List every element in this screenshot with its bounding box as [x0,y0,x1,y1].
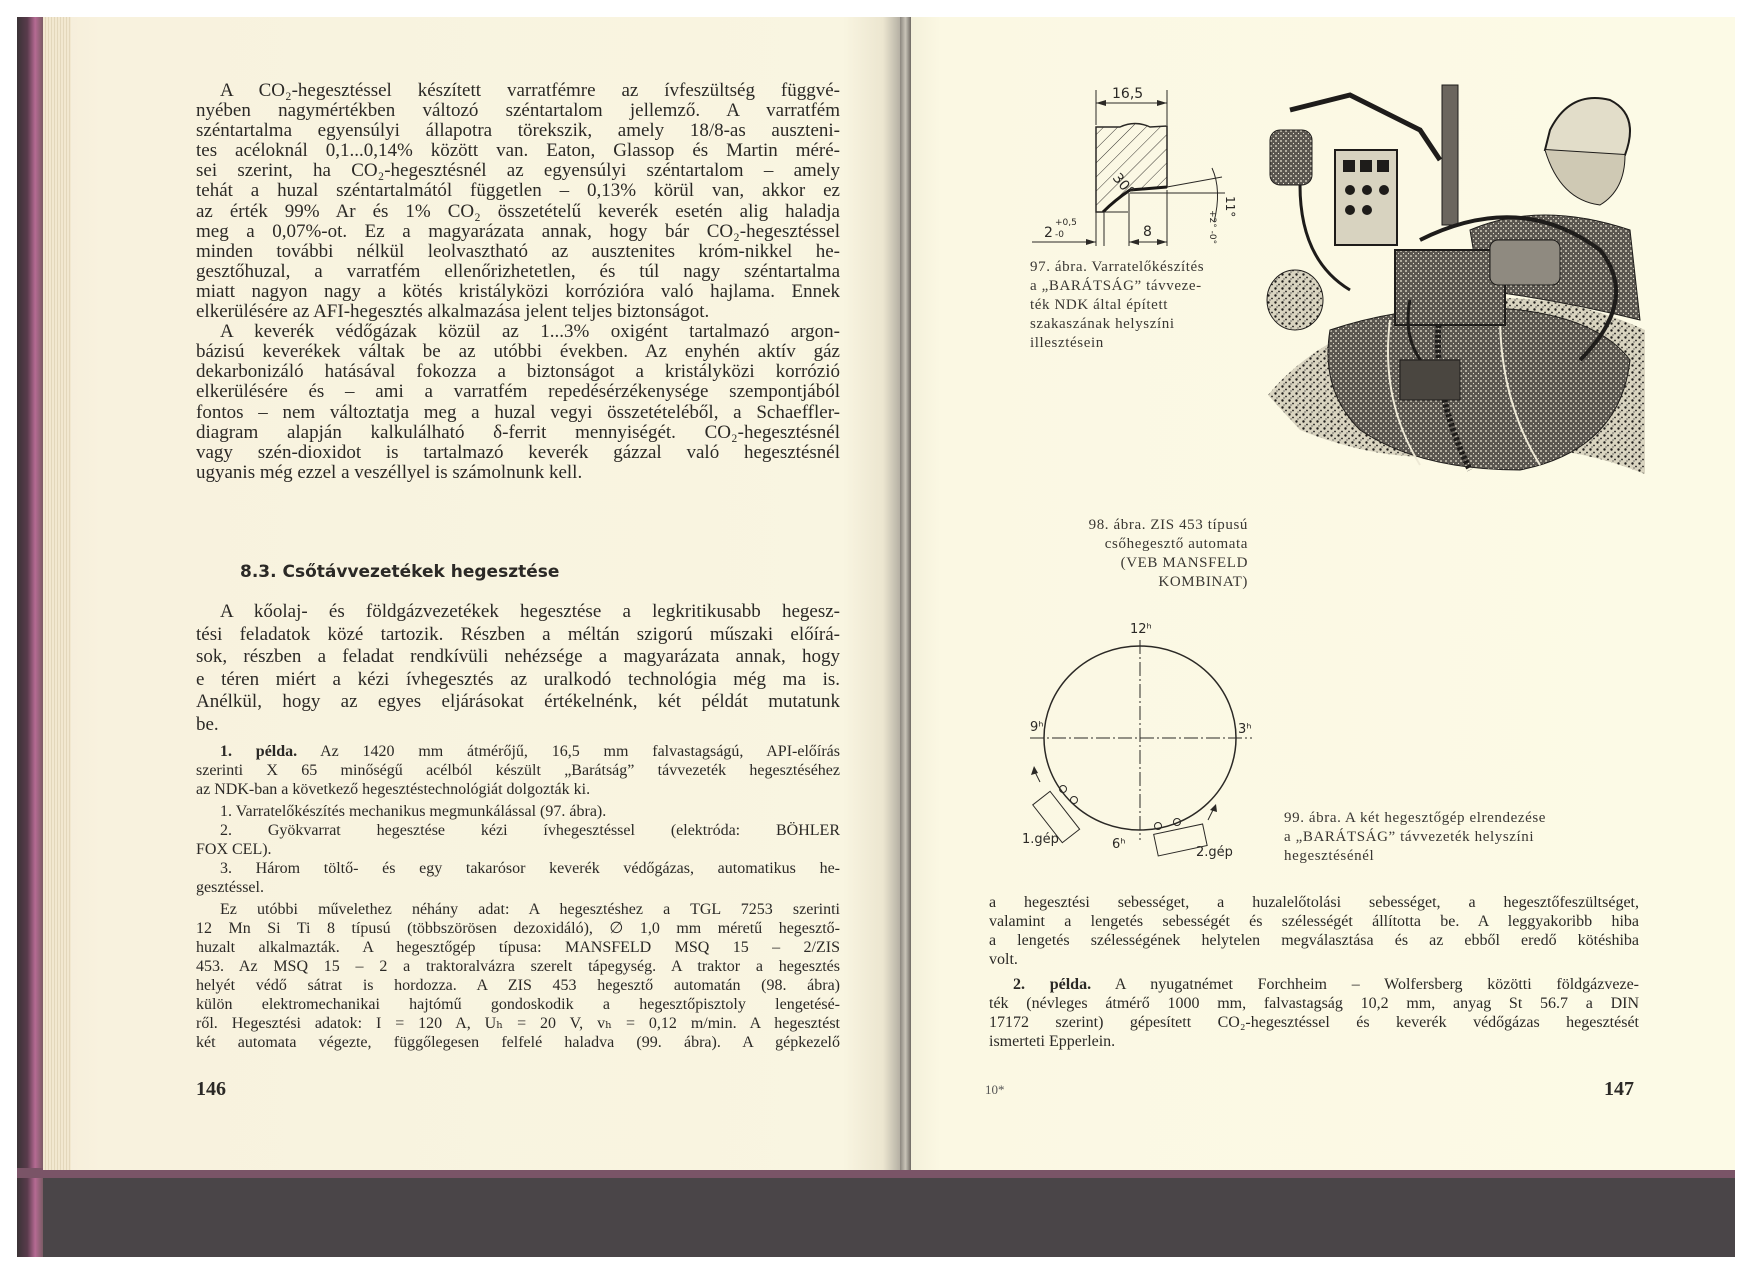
text-line [989,994,1639,1013]
caption-line: (VEB MANSFELD [1120,555,1248,571]
caption-line: 99. ábra. A két hegesztőgép elrendezése [1284,810,1547,826]
line-text: 2. Gyökvarrat hegesztése kézi ívhegesztéssel (elektróda: BÖHLER [220,822,840,839]
line-text: huzalt alkalmazták. A hegesztőgép típusa: MANSFELD MSQ 15 – 2/ZIS [196,939,840,956]
text-line [989,975,1639,994]
line-text: A nyugatnémet Forchheim – Wolfersberg közötti földgázveze- [1091,976,1639,993]
caption-line: 98. ábra. ZIS 453 típusú [1088,517,1248,533]
line-text: Anélkül, hogy az egyes eljárásokat értékelnénk, két példát mutatunk [196,691,840,712]
example-lead: 2. példa. [1013,976,1092,993]
gap-tolerance-plus: +0,5 [1055,218,1077,228]
figure-98-caption [1040,516,1248,592]
line-text: a hegesztési sebességet, a huzalelőtolási sebességet, a hegesztőfeszültséget, [989,894,1639,911]
text-line [989,950,1639,969]
line-text: gesztőhuzal, a varratfém ellenőrizhetetlen, és túl nagy széntartalma [196,260,840,282]
caption-line: csőhegesztő automata [1104,536,1248,552]
line-text: nyében nagymértékben változó széntartalom jellemző. A varratfém [196,100,840,122]
caption-line: illesztésein [1030,335,1104,351]
line-text: valamint a lengetés sebességét és szélességét állította be. A leggyakoribb hiba [989,913,1639,930]
slope-angle-label: 11° [1223,196,1237,218]
line-text: gesztéssel. [196,879,264,896]
caption-line: hegesztésénél [1284,848,1375,864]
example-lead: 1. példa. [220,743,298,760]
line-text: helyét védő sátrat is hordozza. A ZIS 453 hegesztő automatán (98. ábra) [196,977,840,994]
text-line [989,1032,1639,1051]
line-text: két automata végezte, függőlegesen felfelé haladva (99. ábra). A gépkezelő [196,1034,840,1051]
position-12h-label: 12ʰ [1130,622,1152,637]
line-text: 453. Az MSQ 15 – 2 a traktoralvázra szerelt tápegység. A traktor a hegesztés [196,958,840,975]
line-text: 1. Varratelőkészítés mechanikus megmunkálással (97. ábra). [220,803,607,820]
line-text: vagy szén-dioxidot is tartalmazó keverék gázzal való hegesztésnél [196,441,840,463]
section-heading: 8.3. Csőtávvezetékek hegesztése [240,562,560,582]
signature-mark: 10* [985,1082,1005,1097]
paragraph-example-2 [989,893,1639,1051]
line-text: ről. Hegesztési adatok: I = 120 A, Uₕ = 20 V, vₕ = 0,12 m/min. A hegesztést [196,1015,840,1032]
text-line [989,893,1639,912]
line-text: külön elektromechanikai hajtómű gondoskodik a hegesztőpisztoly lengetésé- [196,996,840,1013]
line-text: a lengetés szélességének helytelen megválasztása és az ebből eredő kötéshiba [989,932,1639,949]
line-text: elkerülésére az AFI-hegesztés alkalmazása jelent teljes biztonságot. [196,301,710,323]
machine-2-label: 2.gép [1196,845,1233,860]
land-dimension-label: 8 [1143,224,1152,240]
line-text: sok, részben a feladat rendkívüli nehézsége a magyarázata annak, hogy [196,646,840,667]
text-line [989,931,1639,950]
line-text: sei szerint, ha CO₂-hegesztésnél az egyensúlyi széntartalom – amely [196,160,840,182]
line-text: fontos – nem változtatja meg a huzal vegyi összetételéből, a Schaeffler- [196,401,840,423]
line-text: az érték 99% Ar és 1% CO₂ összetételű keverék esetén alig haladja [196,200,840,222]
line-text: e téren miért a kézi ívhegesztés az uralkodó technológia még ma is. [196,668,840,690]
page-number-left: 146 [196,1078,226,1100]
figure-99-machine-arrangement-diagram [1022,622,1252,860]
line-text: A CO₂-hegesztéssel készített varratfémre az ívfeszültség függvé- [220,80,840,101]
gap-tolerance-minus: -0 [1055,230,1064,240]
caption-line: ték NDK által épített [1030,297,1168,313]
caption-line: a „BARÁTSÁG” távveze- [1030,278,1202,294]
line-text: volt. [989,951,1018,968]
caption-line: a „BARÁTSÁG” távvezeték helyszíni [1284,829,1535,845]
line-text: meg a 0,07%-ot. Ez a magyarázata annak, hogy bár CO₂-hegesztéssel [196,220,840,242]
figure-97-caption [1030,258,1260,353]
caption-line: KOMBINAT) [1158,574,1248,590]
line-text: miatt nagyon nagy a kötés kristályközi korrózióra való hajlama. Ennek [196,280,840,302]
dim-width-label: 16,5 [1112,86,1144,102]
text-line [989,912,1639,931]
bevel-angle-label: 30° [1108,170,1138,200]
line-text: FOX CEL). [196,841,272,858]
line-text: tési feladatok közé tartozik. Részben a méltán szigorú műszaki előírá- [196,623,840,645]
line-text: dekarbonizáló hatásával fokozza a biztonságot a kristályközi korrózió [196,361,840,383]
page-number-right: 147 [1604,1078,1634,1100]
line-text: széntartalma egyensúlyi állapotra törekszik, amely 18/8-as auszteni- [196,120,840,142]
line-text: elkerülésére és – ami a varratfém repedésérzékenysége szempontjából [196,381,840,403]
gap-label: 2 [1044,225,1053,241]
line-text: ugyanis még ezzel a veszéllyel is számolnunk kell. [196,461,583,483]
line-text: A keverék védőgázak közül az 1...3% oxigént tartalmazó argon- [220,321,840,343]
text-line [989,1013,1639,1032]
figure-99-caption [1284,809,1644,866]
line-text: ték (névleges átmérő 1000 mm, falvastagság 10,2 mm, anyag St 56.7 a DIN [989,995,1639,1012]
line-text: be. [196,713,219,735]
line-text: szerinti X 65 minőségű acélból készült „Barátság” távvezeték hegesztéséhez [196,762,840,779]
caption-line: szakaszának helyszíni [1030,316,1175,332]
position-9h-label: 9ʰ [1030,720,1044,735]
line-text: tehát a huzal széntartalmától független – 0,13% körül van, akkor ez [196,180,840,202]
line-text: tes acéloknál 0,1...0,14% között van. Eaton, Glassop és Martin méré- [196,140,840,162]
position-6h-label: 6ʰ [1112,837,1126,852]
position-3h-label: 3ʰ [1238,722,1252,737]
line-text: bázisú keverékek váltak be az utóbbi években. Az enyhén aktív gáz [196,341,840,363]
line-text: az NDK-ban a következő hegesztéstechnológiát dolgozták ki. [196,781,591,798]
line-text: ismerteti Epperlein. [989,1033,1116,1050]
figure-97 [1032,86,1237,246]
line-text: A kőolaj- és földgázvezetékek hegesztése a legkritikusabb hegesz- [220,601,840,622]
line-text: 3. Három töltő- és egy takarósor keverék védőgázas, automatikus he- [220,860,840,877]
figure-98-welding-machine-illustration [1267,85,1645,474]
line-text: 17172 szerint) gépesített CO₂-hegesztéssel és keverék védőgázas hegesztését [989,1014,1639,1031]
line-text: diagram alapján kalkulálható δ-ferrit mennyiségét. CO₂-hegesztésnél [196,421,840,443]
line-text: minden további nélkül leolvasztható az ausztenites króm-nikkel he- [196,240,840,262]
caption-line: 97. ábra. Varratelőkészítés [1030,259,1205,275]
line-text: Az 1420 mm átmérőjű, 16,5 mm falvastagságú, API-előírás [297,743,841,760]
slope-tolerance-label: +2° -0° [1207,210,1217,245]
line-text: Ez utóbbi művelethez néhány adat: A hegesztéshez a TGL 7253 szerinti [220,901,840,918]
line-text: 12 Mn Si Ti 8 típusú (többszörösen dezoxidáló), ∅ 1,0 mm méretű hegesztő- [196,920,840,937]
machine-1-label: 1.gép [1022,832,1059,847]
